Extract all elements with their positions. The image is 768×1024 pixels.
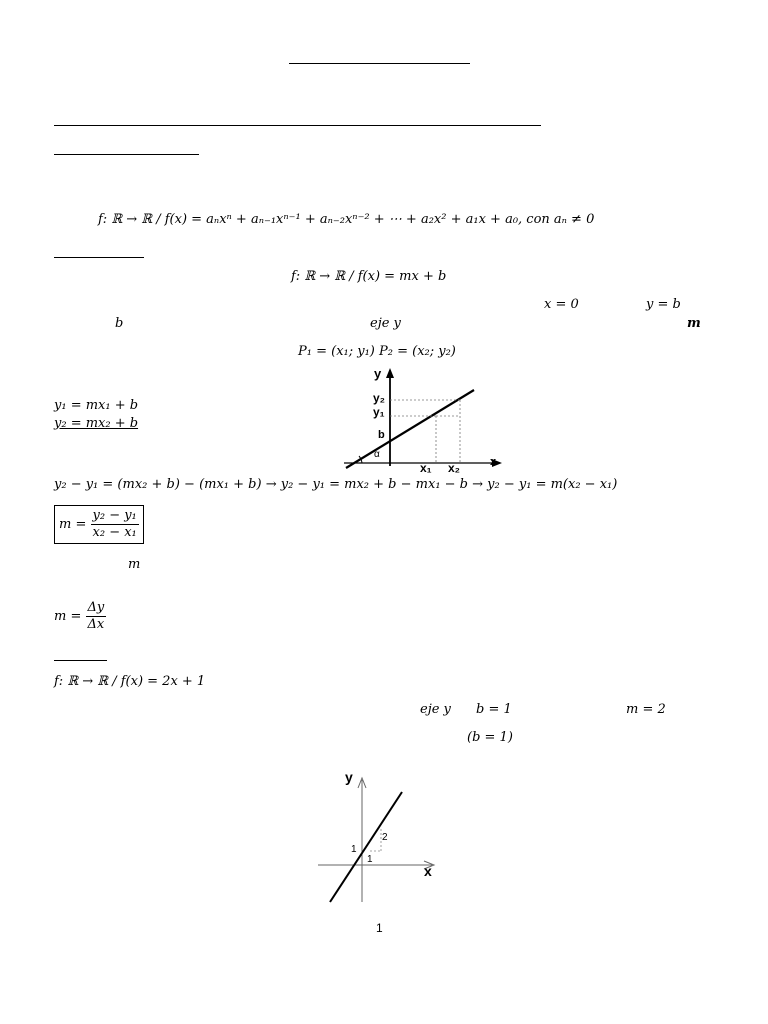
example-m-2: m = 2: [626, 702, 666, 717]
general-polynomial-formula: f: ℝ → ℝ / f(x) = aₙxⁿ + aₙ₋₁xⁿ⁻¹ + aₙ₋₂xⁿ⁻² + ⋯ + a₂x² + a₁x + a₀, con aₙ ≠ 0: [98, 212, 595, 227]
graph1-x2-label: x₂: [448, 461, 461, 474]
graph1-b-label: b: [378, 429, 385, 441]
equation-1: y₁ = mx₁ + b: [54, 398, 139, 413]
m-bold: m: [687, 316, 701, 331]
example-b-1-paren: (b = 1): [467, 730, 513, 745]
m-label: m: [128, 557, 141, 572]
linear-function-formula: f: ℝ → ℝ / f(x) = mx + b: [291, 269, 447, 284]
graph1-alpha-label: α: [374, 449, 380, 460]
delta-numerator: Δy: [87, 600, 105, 615]
delta-formula: [54, 600, 106, 633]
line-graph-1: [340, 362, 510, 474]
y-axis-arrow-icon: [386, 368, 394, 378]
y-equals-b: y = b: [646, 297, 681, 312]
points-formula: P₁ = (x₁; y₁) P₂ = (x₂; y₂): [298, 344, 456, 359]
line-graph: [346, 390, 474, 468]
example-eje-y: eje y: [420, 702, 451, 717]
line-graph: [330, 792, 402, 902]
slope-numerator: y₂ − y₁: [92, 508, 137, 523]
subheading-underline: [54, 154, 199, 155]
delta-lhs: m =: [54, 609, 82, 624]
line-graph-2: [314, 768, 444, 908]
graph1-x-label: x: [490, 456, 497, 468]
graph2-x-label: x: [424, 863, 432, 879]
graph2-one-a: 1: [351, 844, 357, 855]
subtraction-derivation: y₂ − y₁ = (mx₂ + b) − (mx₁ + b) → y₂ − y₁ = mx₂ + b − mx₁ − b → y₂ − y₁ = m(x₂ − x₁): [54, 477, 618, 492]
graph1-y1-label: y₁: [373, 405, 385, 419]
graph1-y-label: y: [374, 366, 382, 381]
linear-heading-underline: [54, 257, 144, 258]
delta-denominator: Δx: [87, 617, 105, 632]
page-number: 1: [376, 921, 383, 935]
slope-formula-box: [54, 505, 144, 544]
slope-lhs: m =: [59, 517, 87, 532]
b-label: b: [115, 316, 124, 331]
graph1-y2-label: y₂: [373, 391, 386, 405]
section-heading-underline: [54, 125, 541, 126]
slope-denominator: x₂ − x₁: [92, 525, 137, 540]
graph2-one-b: 1: [367, 854, 373, 865]
graph2-two: 2: [382, 832, 388, 843]
equation-2: y₂ = mx₂ + b: [54, 416, 139, 431]
graph1-x1-label: x₁: [420, 461, 432, 474]
example-heading-underline: [54, 660, 107, 661]
example-function: f: ℝ → ℝ / f(x) = 2x + 1: [54, 674, 206, 689]
eje-y-label: eje y: [370, 316, 401, 331]
graph2-y-label: y: [345, 769, 353, 785]
example-b-1: b = 1: [476, 702, 512, 717]
x-zero: x = 0: [544, 297, 579, 312]
title-underline: [289, 63, 470, 64]
